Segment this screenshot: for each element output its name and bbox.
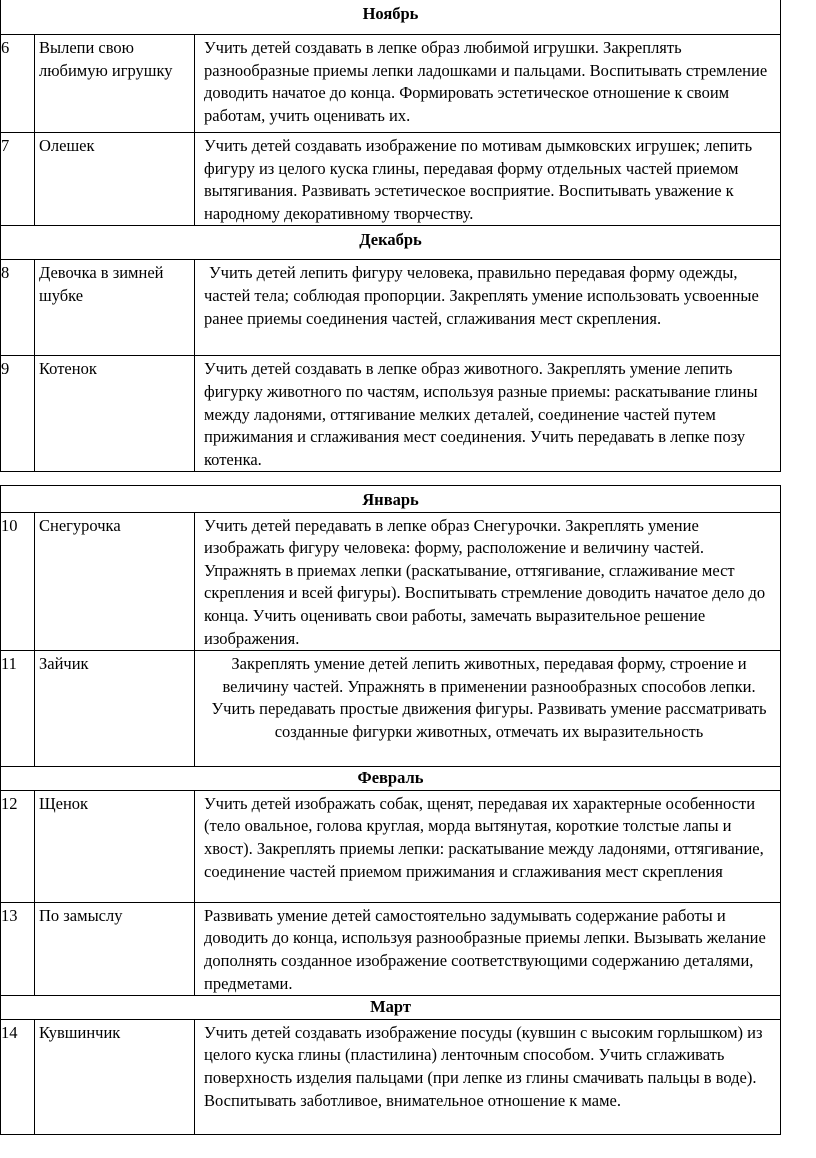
lesson-title: Вылепи свою любимую игрушку <box>35 35 195 133</box>
lesson-row <box>1 133 781 226</box>
lesson-row <box>1 356 781 472</box>
lesson-title: Зайчик <box>35 651 195 767</box>
lesson-number: 11 <box>1 651 35 767</box>
lesson-title: Котенок <box>35 356 195 472</box>
lesson-plan-table-1 <box>0 0 781 472</box>
lesson-title: Снегурочка <box>35 512 195 651</box>
lesson-description: Учить детей передавать в лепке образ Снегурочки. Закреплять умение изображать фигуру человека: форму, расположение и величину частей. Упражнять в приемах лепки (раскатывание, оттягивание, сглаживание мест скрепления и всей фигуры). Воспитывать стремление доводить начатое дело до конца. Учить оценивать свои работы, замечать выразительное решение изображения. <box>195 512 781 651</box>
lesson-number: 10 <box>1 512 35 651</box>
lesson-description: Закреплять умение детей лепить животных, передавая форму, строение и величину частей. Упражнять в применении разнообразных способов лепки. Учить передавать простые движения фигуры. Развивать умение рассматривать созданные фигурки животных, отмечать их выразительность <box>195 651 781 767</box>
lesson-title: Олешек <box>35 133 195 226</box>
lesson-number: 9 <box>1 356 35 472</box>
lesson-row <box>1 902 781 995</box>
lesson-row <box>1 35 781 133</box>
lesson-number: 12 <box>1 790 35 902</box>
lesson-plan-table-2 <box>0 485 781 1135</box>
month-row <box>1 0 781 35</box>
month-row <box>1 226 781 260</box>
lesson-description: Развивать умение детей самостоятельно задумывать содержание работы и доводить до конца, используя разнообразные приемы лепки. Вызывать желание дополнять созданное изображение соответствующими содержанию деталями, предметами. <box>195 902 781 995</box>
lesson-description: Учить детей создавать в лепке образ животного. Закреплять умение лепить фигурку животного по частям, используя разные приемы: раскатывание глины между ладонями, оттягивание мелких деталей, соединение частей путем прижимания и сглаживания мест соединения. Учить передавать в лепке позу котенка. <box>195 356 781 472</box>
lesson-number: 13 <box>1 902 35 995</box>
lesson-title: По замыслу <box>35 902 195 995</box>
month-label: Январь <box>1 486 781 513</box>
lesson-row <box>1 260 781 356</box>
month-row <box>1 996 781 1020</box>
lesson-title: Кувшинчик <box>35 1019 195 1134</box>
lesson-description: Учить детей создавать изображение по мотивам дымковских игрушек; лепить фигуру из целого куска глины, передавая форму отдельных частей приемом вытягивания. Развивать эстетическое восприятие. Воспитывать уважение к народному декоративному творчеству. <box>195 133 781 226</box>
lesson-number: 6 <box>1 35 35 133</box>
lesson-description: Учить детей создавать изображение посуды (кувшин с высоким горлышком) из целого куска глины (пластилина) ленточным способом. Учить сглаживать поверхность изделия пальцами (при лепке из глины смачивать пальцы в воде). Воспитывать заботливое, внимательное отношение к маме. <box>195 1019 781 1134</box>
month-label: Март <box>1 996 781 1020</box>
lesson-number: 14 <box>1 1019 35 1134</box>
month-row <box>1 767 781 791</box>
lesson-row <box>1 1019 781 1134</box>
month-label: Декабрь <box>1 226 781 260</box>
lesson-description: Учить детей создавать в лепке образ любимой игрушки. Закреплять разнообразные приемы лепки ладошками и пальцами. Воспитывать стремление доводить начатое до конца. Формировать эстетическое отношение к своим работам, учить оценивать их. <box>195 35 781 133</box>
lesson-row <box>1 651 781 767</box>
lesson-title: Щенок <box>35 790 195 902</box>
lesson-row <box>1 790 781 902</box>
lesson-number: 8 <box>1 260 35 356</box>
month-label: Ноябрь <box>1 0 781 35</box>
lesson-row <box>1 512 781 651</box>
lesson-number: 7 <box>1 133 35 226</box>
lesson-title: Девочка в зимней шубке <box>35 260 195 356</box>
month-label: Февраль <box>1 767 781 791</box>
lesson-description: Учить детей лепить фигуру человека, правильно передавая форму одежды, частей тела; соблюдая пропорции. Закреплять умение использовать усвоенные ранее приемы соединения частей, сглаживания мест скрепления. <box>195 260 781 356</box>
lesson-description: Учить детей изображать собак, щенят, передавая их характерные особенности (тело овальное, голова круглая, морда вытянутая, короткие толстые лапы и хвост). Закреплять приемы лепки: раскатывание между ладонями, оттягивание, соединение частей приемом прижимания и сглаживания мест скрепления <box>195 790 781 902</box>
month-row <box>1 486 781 513</box>
